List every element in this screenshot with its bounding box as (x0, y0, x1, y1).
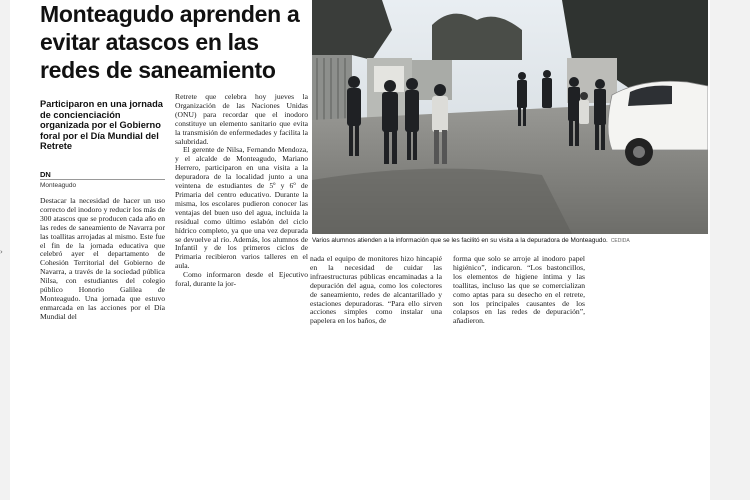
photo-credit: CEDIDA (610, 238, 630, 244)
headline: Monteagudo aprenden a evitar atascos en las redes de saneamiento (40, 1, 300, 83)
dateline-place: Monteagudo (40, 182, 77, 189)
paragraph: Retrete que celebra hoy jueves la Organización de las Naciones Unidas (ONU) para recordar que el inodoro constituye un elemento sanitario que evita la transmisión de enfermedades y facilita la salubridad. (175, 92, 308, 146)
paragraph: forma que solo se arroje al inodoro papel higiénico”, indicaron. “Los bastoncillos, los elementos de higiene íntima y las toallitas, incluso las que se comercializan como aptas para su desecho en el retrete, son los principales causantes de los colapsos en las redes de depuración”, añadieron. (453, 254, 585, 326)
photo-depuradora-visit (312, 0, 708, 234)
newspaper-page (10, 0, 710, 500)
paragraph: nada el equipo de monitores hizo hincapié en la necesidad de cuidar las infraestructuras públicas encaminadas a la depuración del agua, como los colectores de saneamiento, redes de alcantarillado y estaciones depuradoras. “Para ello sirven acciones simples como instalar una papelera en los baños, de (310, 254, 442, 326)
photo-caption (312, 237, 712, 244)
article-column-1 (40, 197, 165, 322)
byline-divider (40, 179, 165, 180)
article-photo (312, 0, 708, 234)
caption-text: Varios alumnos atienden a la información que se les facilitó en su visita a la depuradora de Monteagudo. (312, 237, 608, 244)
paragraph: Como informaron desde el Ejecutivo foral, durante la jor- (175, 270, 308, 289)
article-column-4 (453, 255, 585, 326)
article-column-3 (310, 255, 442, 326)
subhead: Participaron en una jornada de concienciación organizada por el Gobierno foral por el Día Mundial del Retrete (40, 99, 163, 151)
byline: DN (40, 170, 51, 179)
paragraph: El gerente de Nilsa, Fernando Mendoza, y el alcalde de Monteagudo, Mariano Herrero, participaron en una visita a la depuradora de la localidad junto a una veintena de estudiantes de 5º y 6º de Primaria del centro educativo. Durante la misma, los escolares pudieron conocer las ventajas del buen uso del agua, incluida la residual como último eslabón del ciclo hídrico completo, ya que una vez depurada se devuelve al río. Además, los alumnos de Infantil y de los primeros ciclos de Primaria recibieron varios talleres en el aula. (175, 145, 308, 271)
article-column-2 (175, 93, 308, 289)
paragraph: Destacar la necesidad de hacer un uso correcto del inodoro y reducir los más de 300 atascos que se producen cada año en las redes de saneamiento de Navarra por las toallitas arrojadas al mismo. Este fue el fin de la jornada educativa que celebró ayer el departamento de Cohesión Territorial del Gobierno de Navarra, a través de la sociedad pública Nilsa, con estudiantes del colegio público Honorio Galilea de Monteagudo. Una jornada que estuvo enmarcada en las acciones por el Día Mundial del (40, 196, 165, 321)
page-edge-marker: › (0, 248, 3, 256)
